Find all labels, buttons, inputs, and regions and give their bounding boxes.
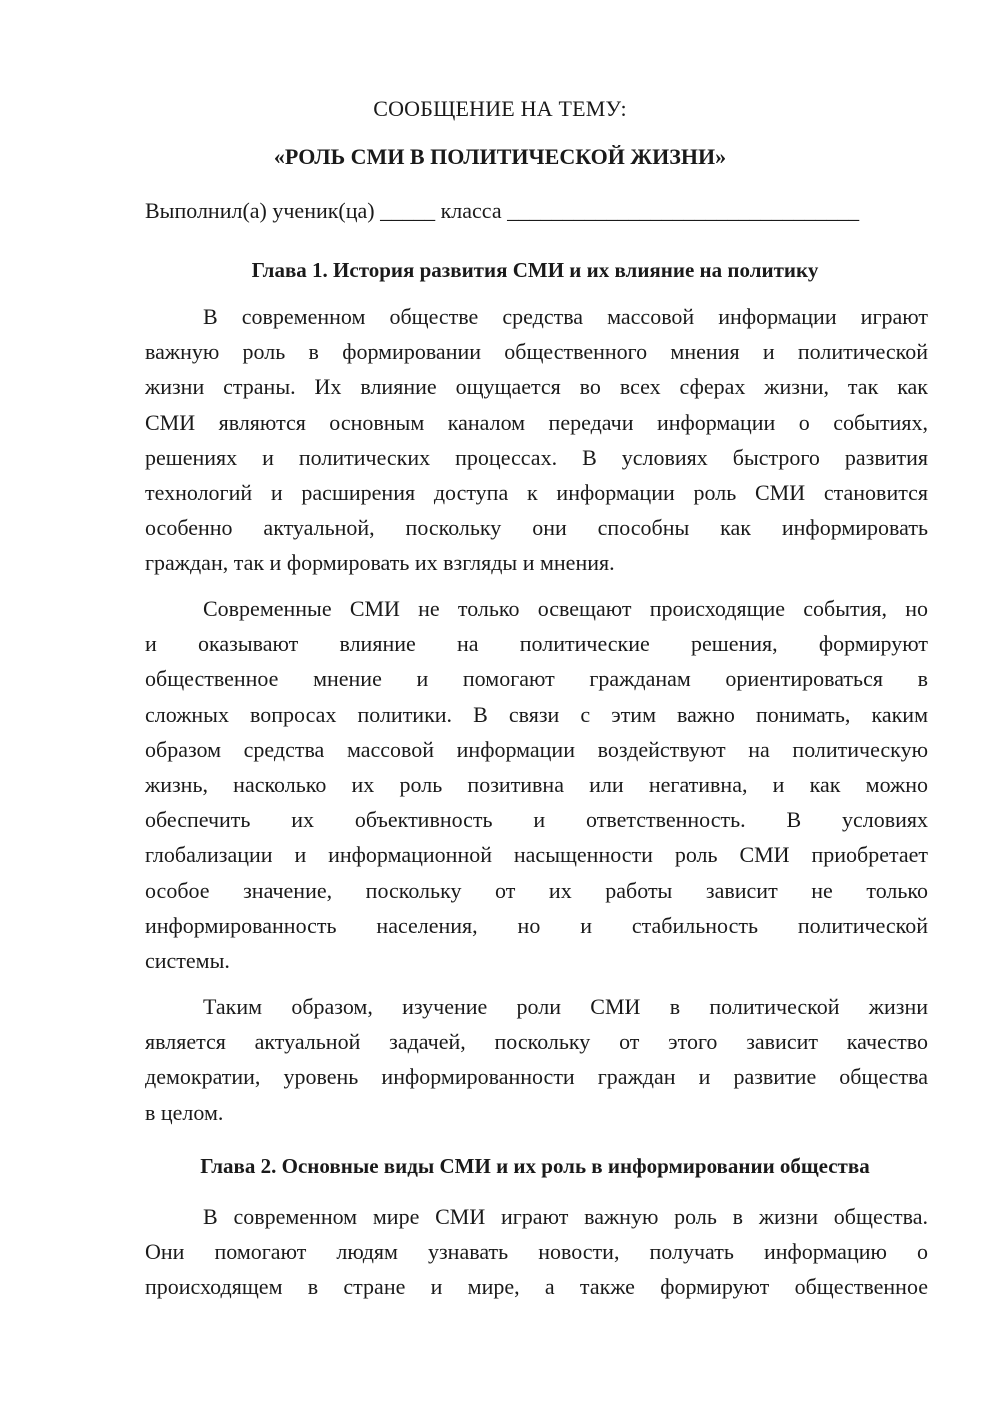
paragraph-line: особое значение, поскольку от их работы зависит не только (145, 877, 928, 903)
paragraph-line: важную роль в формировании общественного мнения и политической (145, 339, 928, 365)
paragraph-line: Они помогают людям узнавать новости, получать информацию о (145, 1239, 928, 1265)
paragraph-line: граждан, так и формировать их взгляды и мнения. (145, 550, 615, 576)
chapter-2-heading: Глава 2. Основные виды СМИ и их роль в информировании общества (200, 1154, 870, 1178)
chapter-1-paragraph-2 (145, 591, 928, 978)
chapter-2-paragraph-1 (145, 1199, 928, 1305)
paragraph-line: в целом. (145, 1099, 224, 1125)
paragraph-line: жизнь, насколько их роль позитивна или негативна, и как можно (145, 771, 928, 797)
paragraph-line: Современные СМИ не только освещают происходящие события, но (203, 596, 928, 621)
paragraph-line: глобализации и информационной насыщенности роль СМИ приобретает (145, 842, 928, 868)
paragraph-line: и оказывают влияние на политические решения, формируют (145, 631, 928, 657)
paragraph-line: Таким образом, изучение роли СМИ в политической жизни (203, 994, 928, 1019)
paragraph-line: В современном мире СМИ играют важную роль в жизни общества. (203, 1204, 928, 1229)
paragraph-line: особенно актуальной, поскольку они способны как информировать (145, 515, 928, 541)
document-title-line-1: СООБЩЕНИЕ НА ТЕМУ: (373, 96, 627, 121)
paragraph-line: СМИ являются основным каналом передачи информации о событиях, (145, 409, 928, 435)
paragraph-line: В современном обществе средства массовой информации играют (203, 304, 928, 329)
chapter-1-heading: Глава 1. История развития СМИ и их влияние на политику (251, 258, 819, 282)
paragraph-line: демократии, уровень информированности граждан и развитие общества (145, 1064, 928, 1090)
paragraph-line: технологий и расширения доступа к информации роль СМИ становится (145, 479, 928, 505)
paragraph-line: общественное мнение и помогают гражданам ориентироваться в (145, 666, 928, 692)
paragraph-line: образом средства массовой информации воздействуют на политическую (145, 736, 928, 762)
paragraph-line: обеспечить их объективность и ответственность. В условиях (145, 807, 928, 833)
paragraph-line: сложных вопросах политики. В связи с этим важно понимать, каким (145, 701, 928, 727)
document-title-line-2: «РОЛЬ СМИ В ПОЛИТИЧЕСКОЙ ЖИЗНИ» (273, 144, 727, 169)
chapter-1-paragraph-1 (145, 299, 928, 581)
chapter-1-paragraph-3 (145, 989, 928, 1130)
paragraph-line: жизни страны. Их влияние ощущается во всех сферах жизни, так как (145, 374, 928, 400)
paragraph-line: происходящем в стране и мире, а также формируют общественное (145, 1274, 928, 1300)
paragraph-line: решениях и политических процессах. В условиях быстрого развития (145, 444, 928, 470)
paragraph-line: является актуальной задачей, поскольку от этого зависит качество (145, 1029, 928, 1055)
paragraph-line: информированность населения, но и стабильность политической (145, 912, 928, 938)
paragraph-line: системы. (145, 947, 230, 973)
author-line: Выполнил(а) ученик(ца) _____ класса ________________________________ (145, 198, 860, 223)
